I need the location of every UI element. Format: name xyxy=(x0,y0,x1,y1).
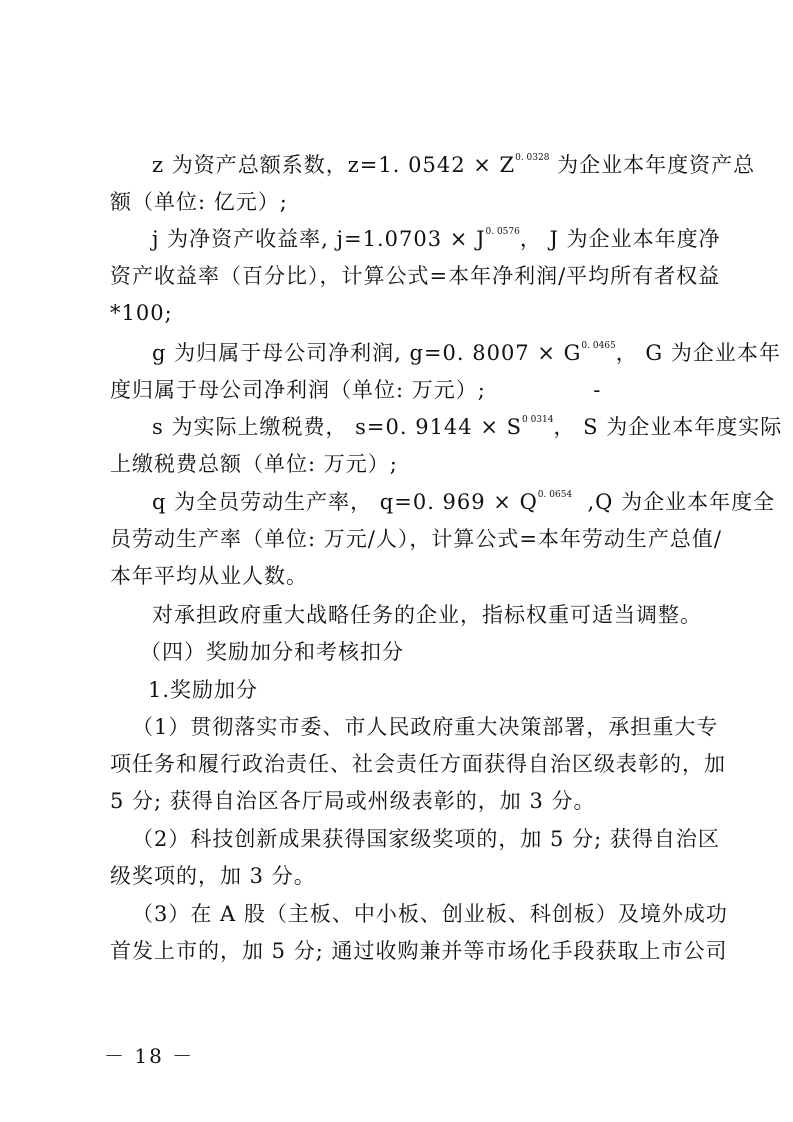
text-line: 首发上市的，加 5 分; 通过收购兼并等市场化手段获取上市公司 xyxy=(110,939,728,963)
exponent: 0. 0328 xyxy=(515,153,550,163)
text-span: ， G 为企业本年 xyxy=(615,341,781,365)
text-line xyxy=(110,409,783,446)
q-coefficient-paragraph xyxy=(110,484,776,595)
text-line xyxy=(110,221,721,258)
text-line: 项任务和履行政治责任、社会责任方面获得自治区级表彰的，加 xyxy=(110,752,726,776)
text-span: z 为资产总额系数，z=1. 0542 × Z xyxy=(152,153,516,177)
text-line: 资产收益率（百分比），计算公式=本年净利润/平均所有者权益 xyxy=(110,264,721,288)
exponent: 0. 0654 xyxy=(537,490,573,500)
exponent: 0. 0465 xyxy=(581,341,616,351)
text-line: 度归属于母公司净利润（单位: 万元）; - xyxy=(110,378,602,402)
text-span: j 为净资产收益率, j=1.0703 × J xyxy=(152,227,486,251)
text-line: 上缴税费总额（单位: 万元）; xyxy=(110,452,398,476)
text-line: 级奖项的，加 3 分。 xyxy=(110,864,316,888)
text-line: 5 分; 获得自治区各厅局或州级表彰的，加 3 分。 xyxy=(110,789,596,813)
reward-item-1 xyxy=(110,709,726,820)
exponent: 0 0314 xyxy=(522,415,554,425)
text-line xyxy=(110,484,776,521)
section-heading: （四）奖励加分和考核扣分 xyxy=(140,640,404,664)
text-line: 对承担政府重大战略任务的企业，指标权重可适当调整。 xyxy=(152,603,702,627)
text-span: 为企业本年度资产总 xyxy=(549,153,756,177)
text-line: （2）科技创新成果获得国家级奖项的，加 5 分; 获得自治区 xyxy=(132,827,720,851)
text-line xyxy=(110,335,781,372)
exponent: 0. 0576 xyxy=(485,227,520,237)
text-span: ,Q 为企业本年度全 xyxy=(572,490,776,514)
text-span: ， S 为企业本年度实际 xyxy=(553,415,783,439)
text-span: ， J 为企业本年度净 xyxy=(519,227,721,251)
text-span: q 为全员劳动生产率， q=0. 969 × Q xyxy=(152,490,538,514)
weight-note-paragraph xyxy=(110,597,700,634)
g-coefficient-paragraph xyxy=(110,335,781,409)
j-coefficient-paragraph xyxy=(110,221,721,332)
z-coefficient-paragraph xyxy=(110,147,756,221)
text-line: 员劳动生产率（单位: 万元/人），计算公式=本年劳动生产总值/ xyxy=(110,527,722,551)
text-line: *100; xyxy=(110,301,173,325)
text-line: 本年平均从业人数。 xyxy=(110,564,308,588)
text-span: s 为实际上缴税费， s=0. 9144 × S xyxy=(152,415,522,439)
page-number: － 18 － xyxy=(104,1044,195,1068)
subsection-heading: 1.奖励加分 xyxy=(148,678,259,702)
s-coefficient-paragraph xyxy=(110,409,783,483)
text-span: g 为归属于母公司净利润, g=0. 8007 × G xyxy=(152,341,582,365)
text-line: （3）在 A 股（主板、中小板、创业板、科创板）及境外成功 xyxy=(132,902,728,926)
reward-item-2 xyxy=(110,821,720,895)
text-line: （1）贯彻落实市委、市人民政府重大决策部署，承担重大专 xyxy=(132,715,719,739)
reward-item-3 xyxy=(110,896,728,970)
text-line: 额（单位: 亿元）; xyxy=(110,190,288,214)
text-line xyxy=(110,147,756,184)
